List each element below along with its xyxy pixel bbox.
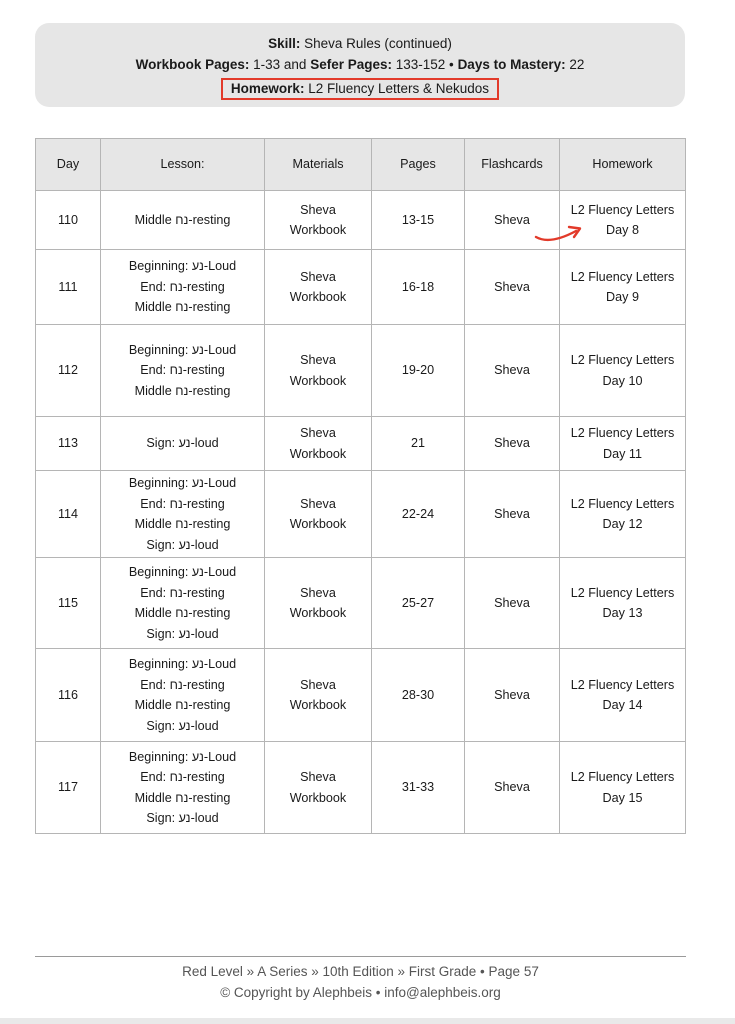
lesson-line: Beginning: נע-Loud [128,749,237,764]
day-cell: 113 [36,417,101,471]
homework-line [35,78,685,100]
homework-line: L2 Fluency Letters [570,677,675,692]
footer-divider [35,956,686,957]
pages-cell: 19-20 [372,325,465,417]
homework-line: L2 Fluency Letters [570,585,675,600]
header-materials: Materials [265,139,372,191]
pages-cell: 22-24 [372,471,465,558]
mastery-value: 22 [569,57,585,72]
materials-line: Workbook [289,517,347,531]
homework-cell [560,558,686,649]
curved-arrow-icon [534,222,586,246]
lesson-line: Middle נח-resting [134,300,231,315]
table-row [36,649,686,742]
lesson-line: End: נח-resting [140,770,225,784]
header-box [35,23,685,107]
homework-line: Day 10 [602,373,643,388]
materials-line: Workbook [289,446,347,461]
pages-cell: 21 [372,417,465,471]
flashcards-cell: Sheva [465,250,560,325]
table-row [36,250,686,325]
pages-line [35,57,685,72]
homework-value: L2 Fluency Letters & Nekudos [308,81,490,96]
lesson-line: Middle נח-resting [134,698,231,712]
materials-cell [265,558,372,649]
pages-cell: 31-33 [372,742,465,834]
materials-cell [265,417,372,471]
table-body [36,191,686,834]
lesson-line: End: נח-resting [140,677,225,692]
footer-breadcrumb: Red Level » A Series » 10th Edition » First Grade • Page 57 [182,964,539,979]
homework-cell [560,471,686,558]
flashcards-cell: Sheva [465,191,560,250]
table-header-row [36,139,686,191]
table-row [36,471,686,558]
pages-cell: 13-15 [372,191,465,250]
lesson-line: End: נח-resting [140,585,225,600]
lesson-line: End: נח-resting [140,279,225,294]
lesson-line: Sign: נע-loud [146,626,219,641]
table-row [36,417,686,471]
homework-line: L2 Fluency Letters [570,353,675,367]
materials-line: Sheva [300,677,336,692]
header-pages: Pages [372,139,465,191]
homework-line: L2 Fluency Letters [570,202,675,217]
flashcards-cell: Sheva [465,649,560,742]
lesson-line: Beginning: נע-Loud [128,342,237,357]
materials-line: Workbook [289,698,347,712]
lesson-line: Beginning: נע-Loud [128,476,237,490]
lesson-line: Beginning: נע-Loud [128,657,237,671]
lesson-line: Middle נח-resting [134,606,231,620]
day-cell: 116 [36,649,101,742]
table-row [36,558,686,649]
lesson-line: Middle נח-resting [134,790,231,805]
skill-label: Skill: [268,36,301,51]
day-cell: 114 [36,471,101,558]
materials-cell [265,471,372,558]
homework-line: Day 15 [602,790,643,805]
table-row [36,742,686,834]
lesson-cell [101,742,265,834]
sefer-value: 133-152 • [395,57,454,72]
homework-line: Day 14 [602,698,643,712]
homework-cell [560,742,686,834]
lesson-line: End: נח-resting [140,496,225,511]
materials-line: Workbook [289,606,347,620]
header-flashcards: Flashcards [465,139,560,191]
schedule-table [35,138,686,834]
lesson-line: Sign: נע-loud [146,718,219,733]
table-row [36,325,686,417]
lesson-line: Sign: נע-loud [146,811,219,825]
materials-line: Sheva [300,269,336,284]
lesson-line: Beginning: נע-Loud [128,565,237,579]
day-cell: 112 [36,325,101,417]
lesson-line: Middle נח-resting [134,383,231,398]
header-lesson: Lesson: [101,139,265,191]
materials-cell [265,649,372,742]
pages-cell: 16-18 [372,250,465,325]
skill-value: Sheva Rules (continued) [304,36,452,51]
materials-line: Sheva [300,585,336,600]
homework-cell [560,250,686,325]
header-homework: Homework [560,139,686,191]
flashcards-cell: Sheva [465,325,560,417]
pages-cell: 25-27 [372,558,465,649]
materials-line: Workbook [289,290,347,304]
day-cell: 111 [36,250,101,325]
homework-line: Day 9 [606,290,639,304]
homework-line: L2 Fluency Letters [570,770,675,784]
materials-line: Sheva [300,496,336,511]
lesson-line: Beginning: נע-Loud [128,259,237,274]
homework-cell [560,649,686,742]
workbook-value: 1-33 and [253,57,307,72]
materials-line: Sheva [300,353,336,367]
lesson-cell [101,325,265,417]
mastery-label: Days to Mastery: [457,57,566,72]
materials-line: Workbook [289,373,347,388]
lesson-cell [101,471,265,558]
lesson-cell [101,649,265,742]
lesson-line: Middle נח-resting [134,212,231,227]
homework-cell [560,417,686,471]
materials-line: Sheva [300,770,336,784]
skill-line [35,36,685,51]
workbook-label: Workbook Pages: [135,57,250,72]
sefer-label: Sefer Pages: [310,57,392,72]
footer-copyright: © Copyright by Alephbeis • info@alephbeis.org [220,985,501,1000]
lesson-line: Sign: נע-loud [146,537,219,552]
pages-cell: 28-30 [372,649,465,742]
flashcards-cell: Sheva [465,417,560,471]
homework-line: L2 Fluency Letters [570,496,675,511]
lesson-cell [101,558,265,649]
homework-line: Day 8 [606,223,639,237]
materials-cell [265,250,372,325]
materials-cell [265,742,372,834]
day-cell: 117 [36,742,101,834]
lesson-line: End: נח-resting [140,363,225,378]
materials-line: Workbook [289,223,347,237]
flashcards-cell: Sheva [465,742,560,834]
lesson-cell [101,250,265,325]
homework-line: Day 11 [603,446,642,461]
page-bottom-edge [0,1018,735,1024]
flashcards-cell: Sheva [465,558,560,649]
day-cell: 110 [36,191,101,250]
materials-line: Sheva [300,202,336,217]
header-day: Day [36,139,101,191]
homework-line: Day 13 [602,606,643,620]
materials-line: Sheva [300,426,336,440]
homework-label: Homework: [230,81,305,96]
homework-line: L2 Fluency Letters [570,269,675,284]
materials-line: Workbook [289,790,347,805]
homework-cell [560,325,686,417]
lesson-cell [101,417,265,471]
homework-line: L2 Fluency Letters [570,426,675,440]
homework-highlight-box [221,78,499,100]
lesson-line: Sign: נע-loud [146,436,219,451]
materials-cell [265,191,372,250]
day-cell: 115 [36,558,101,649]
materials-cell [265,325,372,417]
flashcards-cell: Sheva [465,471,560,558]
table-row [36,191,686,250]
homework-line: Day 12 [602,517,643,531]
lesson-cell [101,191,265,250]
lesson-line: Middle נח-resting [134,517,231,531]
